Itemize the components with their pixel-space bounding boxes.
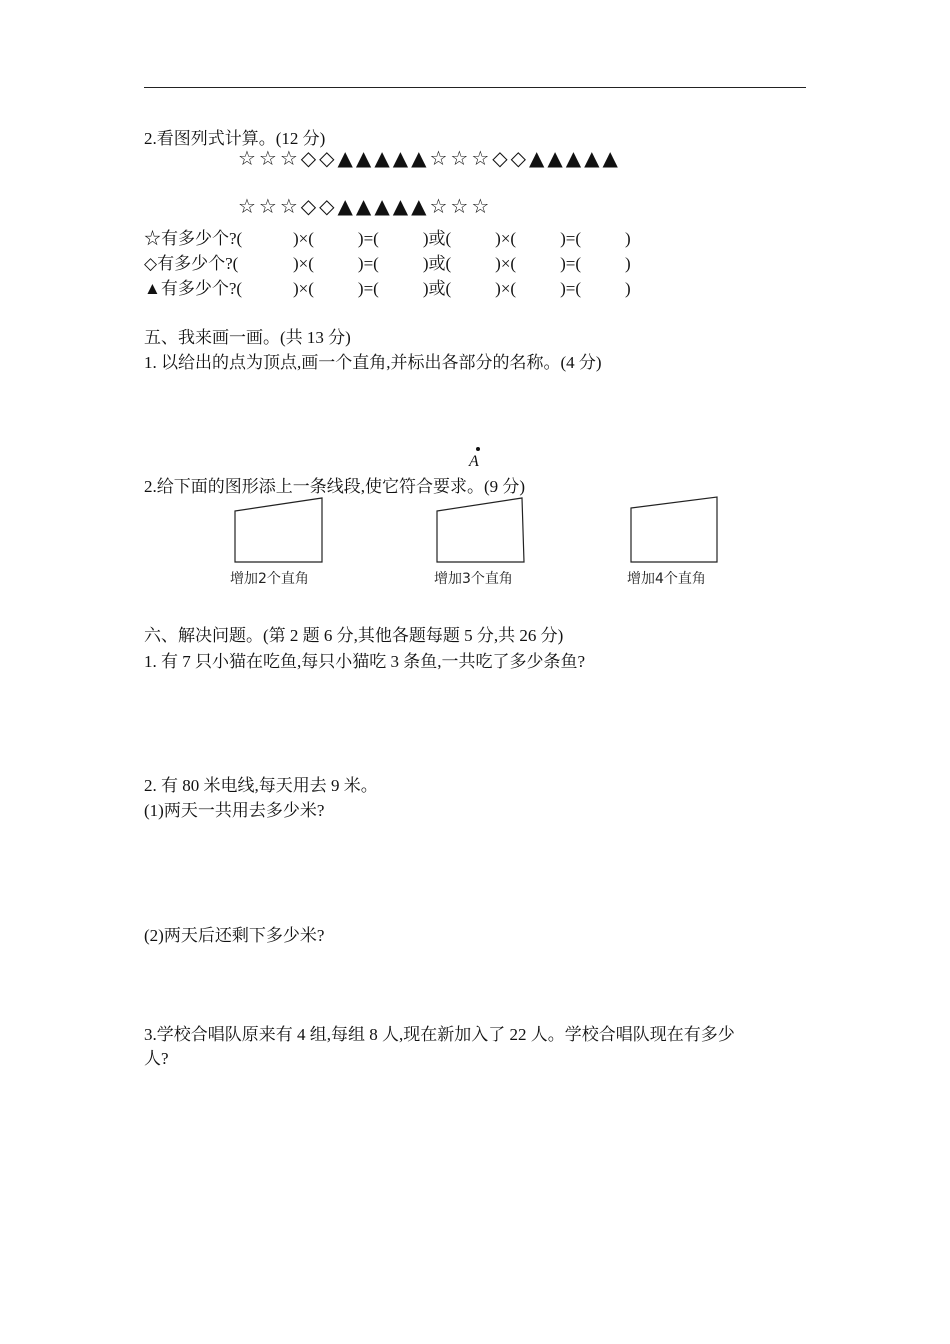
section6-q2-part2: (2)两天后还剩下多少米? (144, 926, 325, 945)
equals-fragment: )=( (357, 254, 379, 273)
shape-caption-3: 增加4个直角 (627, 571, 706, 587)
point-label-a: A (469, 453, 479, 470)
section6-q2: 2. 有 80 米电线,每天用去 9 米。 (144, 776, 378, 795)
close-fragment: ) (625, 279, 631, 298)
or-fragment: )或( (422, 279, 452, 298)
equals-fragment: )=( (560, 229, 582, 248)
row-label: ◇有多少个?( (144, 254, 239, 273)
row-label: ▲有多少个?( (144, 279, 243, 298)
q2-row-triangle (144, 278, 631, 300)
section6-q1: 1. 有 7 只小猫在吃鱼,每只小猫吃 3 条鱼,一共吃了多少条鱼? (144, 652, 586, 671)
equals-fragment: )=( (560, 279, 582, 298)
equals-fragment: )=( (560, 254, 582, 273)
section6-q2-part1: (1)两天一共用去多少米? (144, 801, 325, 820)
shape-caption-1: 增加2个直角 (230, 571, 309, 587)
equals-fragment: )=( (357, 229, 379, 248)
times-fragment: )×( (293, 279, 314, 298)
q2-row-diamond (144, 253, 631, 275)
q2-title: 2.看图列式计算。(12 分) (144, 129, 326, 148)
top-rule (144, 87, 806, 88)
section6-q3-line2: 人? (144, 1049, 169, 1068)
section5-q1: 1. 以给出的点为顶点,画一个直角,并标出各部分的名称。(4 分) (144, 353, 602, 372)
times-fragment: )×( (495, 279, 517, 298)
shape-caption-2: 增加3个直角 (434, 571, 513, 587)
quadrilateral-shape-3[interactable] (630, 496, 720, 564)
symbols-line-2: ☆☆☆◇◇▲▲▲▲▲☆☆☆ (238, 194, 493, 218)
section5-title: 五、我来画一画。(共 13 分) (144, 328, 351, 347)
times-fragment: )×( (495, 229, 517, 248)
or-fragment: )或( (422, 229, 452, 248)
symbols-line-1: ☆☆☆◇◇▲▲▲▲▲☆☆☆◇◇▲▲▲▲▲ (238, 146, 621, 170)
close-fragment: ) (625, 254, 631, 273)
section6-title: 六、解决问题。(第 2 题 6 分,其他各题每题 5 分,共 26 分) (144, 626, 564, 645)
equals-fragment: )=( (357, 279, 379, 298)
times-fragment: )×( (495, 254, 517, 273)
times-fragment: )×( (293, 254, 314, 273)
times-fragment: )×( (293, 229, 314, 248)
row-label: ☆有多少个?( (144, 229, 243, 248)
quadrilateral-shape-2[interactable] (436, 496, 526, 564)
close-fragment: ) (625, 229, 631, 248)
quadrilateral-shape-1[interactable] (234, 496, 324, 564)
section5-q2: 2.给下面的图形添上一条线段,使它符合要求。(9 分) (144, 477, 526, 496)
or-fragment: )或( (422, 254, 452, 273)
q2-row-star (144, 228, 631, 250)
section6-q3-line1: 3.学校合唱队原来有 4 组,每组 8 人,现在新加入了 22 人。学校合唱队现在有多少 (144, 1025, 735, 1044)
